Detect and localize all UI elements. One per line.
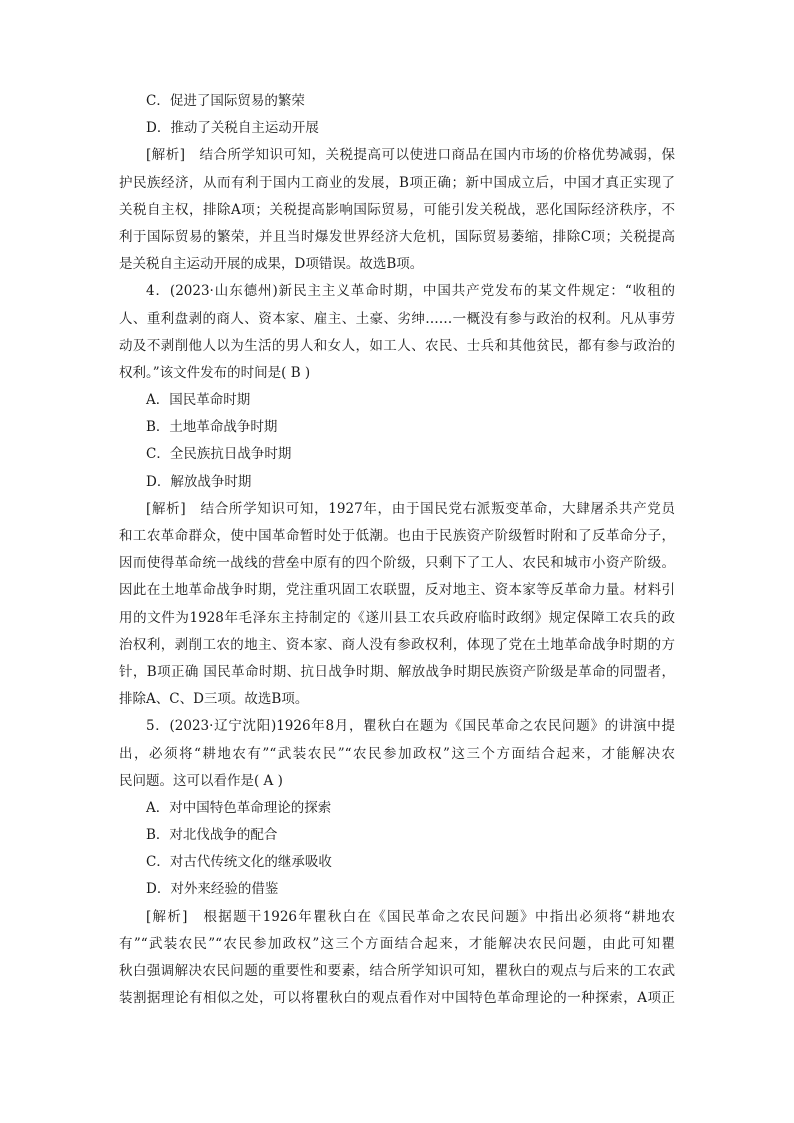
analysis-line: [解析] 根据题干1926年瞿秋白在《国民革命之农民问题》中指出必须将“耕地农 [146,908,675,925]
analysis-line: 有”“武装农民”“农民参加政权”这三个方面结合起来，才能解决农民问题，由此可知瞿 [119,935,675,952]
option-c: C．对古代传统文化的继承吸收 [146,854,332,871]
analysis-line: [解析] 结合所学知识可知，1927年，由于国民党右派叛变革命，大肆屠杀共产党员 [146,500,675,517]
option-c: C．全民族抗日战争时期 [146,446,292,463]
analysis-line: 护民族经济，从而有利于国内工商业的发展，B项正确；新中国成立后，中国才真正实现了 [119,174,675,191]
option-d: D．对外来经验的借鉴 [146,881,279,898]
analysis-line: [解析] 结合所学知识可知，关税提高可以使进口商品在国内市场的价格优势减弱，保 [146,147,675,164]
stem-line: 权利。”该文件发布的时间是( B ) [119,364,311,381]
stem-line: 出，必须将“耕地农有”“武装农民”“农民参加政权”这三个方面结合起来，才能解决农 [119,745,675,762]
analysis-line: 装割据理论有相似之处，可以将瞿秋白的观点看作对中国特色革命理论的一种探索，A项正 [119,990,675,1007]
analysis-line: 是关税自主运动开展的成果，D项错误。故选B项。 [119,256,424,273]
question-5-options [119,795,675,904]
option-a: A．对中国特色革命理论的探索 [146,799,332,816]
option-c: C．促进了国际贸易的繁荣 [146,93,305,109]
question-4-analysis [119,496,675,714]
question-4-options [119,387,675,496]
stem-line: 人、重利盘剥的商人、资本家、雇主、土豪、劣绅……一概没有参与政治的权利。凡从事劳 [119,310,675,327]
analysis-line: 针，B项正确 国民革命时期、抗日战争时期、解放战争时期民族资产阶级是革命的同盟者， [119,663,675,680]
question-5-analysis [119,904,675,1013]
analysis-line: 因此在土地革命战争时期，党注重巩固工农联盟，反对地主、资本家等反革命力量。材料引 [119,582,675,599]
document-page [119,88,675,1012]
question-3-analysis [119,142,675,278]
question-3-options [119,88,675,142]
stem-line: 民问题。这可以看作是( A ) [119,772,283,789]
analysis-line: 利于国际贸易的繁荣，并且当时爆发世界经济大危机，国际贸易萎缩，排除C项；关税提高 [119,228,675,245]
analysis-line: 因而使得革命统一战线的营垒中原有的四个阶级，只剩下了工人、农民和城市小资产阶级。 [119,555,675,572]
analysis-line: 秋白强调解决农民问题的重要性和要素，结合所学知识可知，瞿秋白的观点与后来的工农武 [119,963,675,979]
question-4-stem [119,278,675,387]
question-5-stem [119,713,675,795]
option-d: D．推动了关税自主运动开展 [146,120,319,137]
analysis-line: 用的文件为1928年毛泽东主持制定的《遂川县工农兵政府临时政纲》规定保障工农兵的政 [119,609,675,626]
option-b: B．土地革命战争时期 [146,419,278,436]
stem-line: 动及不剥削他人以为生活的男人和女人，如工人、农民、士兵和其他贫民，都有参与政治的 [119,337,675,354]
stem-line: 4．(2023·山东德州)新民主主义革命时期，中国共产党发布的某文件规定：“收租的 [146,283,675,300]
option-b: B．对北伐战争的配合 [146,827,278,844]
analysis-line: 关税自主权，排除A项；关税提高影响国际贸易，可能引发关税战，恶化国际经济秩序，不 [119,201,675,218]
analysis-line: 治权利，剥削工农的地主、资本家、商人没有参政权利，体现了党在土地革命战争时期的方 [119,636,675,653]
option-d: D．解放战争时期 [146,473,252,490]
option-a: A．国民革命时期 [146,392,251,409]
stem-line: 5．(2023·辽宁沈阳)1926年8月，瞿秋白在题为《国民革命之农民问题》的讲演中提 [146,718,675,735]
analysis-line: 排除A、C、D三项。故选B项。 [119,691,309,708]
analysis-line: 和工农革命群众，使中国革命暂时处于低潮。也由于民族资产阶级暂时附和了反革命分子， [119,528,675,544]
